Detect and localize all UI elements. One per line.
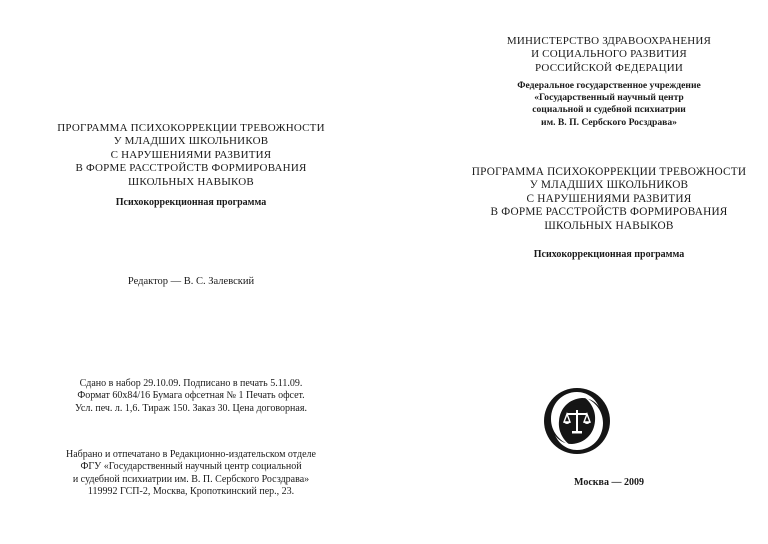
imprint-details [36,378,346,415]
right-title-line: ПРОГРАММА ПСИХОКОРРЕКЦИИ ТРЕВОЖНОСТИ [471,166,747,178]
left-subtitle: Психокоррекционная программа [115,197,267,208]
printer-details [36,449,346,499]
institute-emblem-icon [542,386,612,456]
right-subtitle: Психокоррекционная программа [533,249,685,260]
right-page [384,0,768,544]
right-title-line: У МЛАДШИХ ШКОЛЬНИКОВ [529,179,689,192]
imprint-line: Сдано в набор 29.10.09. Подписано в печать 5.11.09. [79,378,303,389]
printer-line: и судебной психиатрии им. В. П. Сербского Росздрава» [72,473,310,485]
printer-line: Набрано и отпечатано в Редакционно-издательском отделе [66,449,316,460]
institution-line: «Государственный научный центр [534,92,684,104]
ministry-heading [444,35,768,75]
right-title-line: ШКОЛЬНЫХ НАВЫКОВ [544,219,674,232]
right-title [424,166,768,233]
imprint-line: Формат 60x84/16 Бумага офсетная № 1 Печать офсет. [77,390,305,402]
editor-credit: Редактор — В. С. Залевский [127,276,255,287]
left-title-line: ШКОЛЬНЫХ НАВЫКОВ [128,175,254,188]
printer-line: ФГУ «Государственный научный центр социальной [80,461,302,473]
ministry-line: И СОЦИАЛЬНОГО РАЗВИТИЯ [531,48,687,61]
institution-line: Федеральное государственное учреждение [517,80,701,91]
left-title-line: ПРОГРАММА ПСИХОКОРРЕКЦИИ ТРЕВОЖНОСТИ [57,122,325,134]
institution-line: социальной и судебной психиатрии [532,104,686,116]
ministry-line: РОССИЙСКОЙ ФЕДЕРАЦИИ [534,61,684,74]
city-year: Москва — 2009 [574,477,644,488]
imprint-line: Усл. печ. л. 1,6. Тираж 150. Заказ 30. Цена договорная. [75,402,307,414]
left-title-line: В ФОРМЕ РАССТРОЙСТВ ФОРМИРОВАНИЯ [75,162,307,175]
ministry-line: МИНИСТЕРСТВО ЗДРАВООХРАНЕНИЯ [506,35,712,47]
right-title-line: В ФОРМЕ РАССТРОЙСТВ ФОРМИРОВАНИЯ [490,206,728,219]
left-title-line: У МЛАДШИХ ШКОЛЬНИКОВ [113,135,269,148]
institution-heading [444,80,768,129]
printer-line: 119992 ГСП-2, Москва, Кропоткинский пер., 23. [87,486,295,498]
left-title [36,122,346,189]
institution-line: им. В. П. Сербского Росздрава» [541,116,677,128]
right-title-line: С НАРУШЕНИЯМИ РАЗВИТИЯ [526,192,692,205]
left-title-line: С НАРУШЕНИЯМИ РАЗВИТИЯ [110,148,272,161]
